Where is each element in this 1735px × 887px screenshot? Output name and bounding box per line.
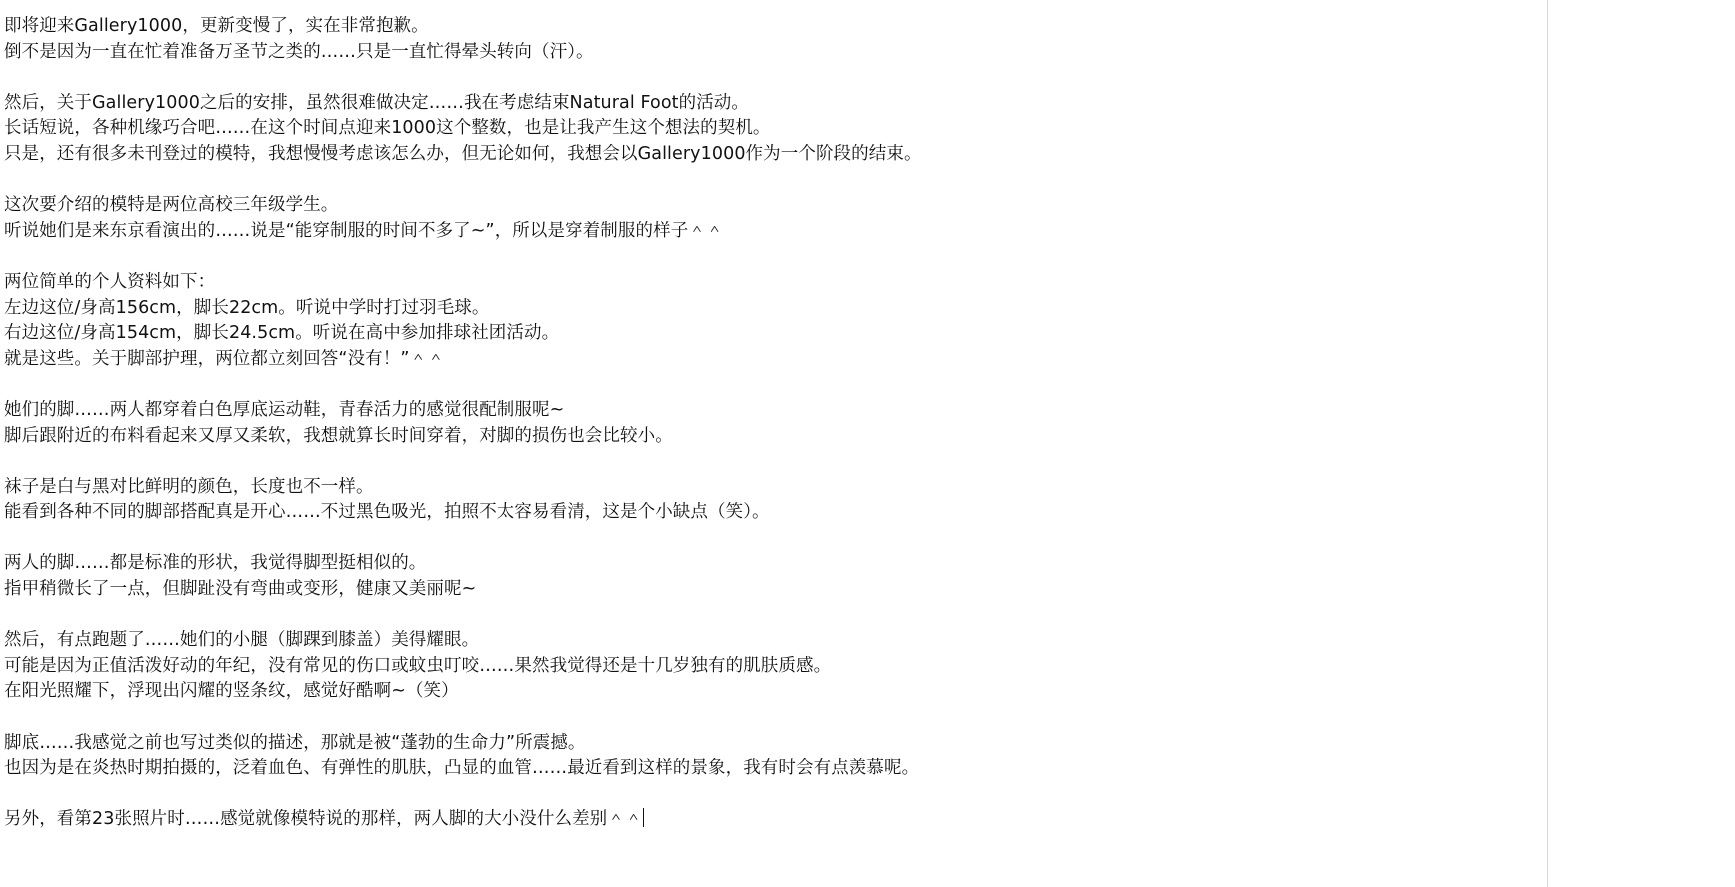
text-line: 然后，有点跑题了……她们的小腿（脚踝到膝盖）美得耀眼。 bbox=[4, 630, 480, 651]
text-line: 脚后跟附近的布料看起来又厚又柔软，我想就算长时间穿着，对脚的损伤也会比较小。 bbox=[4, 425, 673, 446]
text-line: 右边这位/身高154cm，脚长24.5cm。听说在高中参加排球社团活动。 bbox=[4, 323, 560, 344]
text-line: 然后，关于Gallery1000之后的安排，虽然很难做决定……我在考虑结束Natural Foot的活动。 bbox=[4, 92, 749, 113]
text-line-with-caret bbox=[4, 807, 1547, 833]
text-line: 只是，还有很多未刊登过的模特，我想慢慢考虑该怎么办，但无论如何，我想会以Gallery1000作为一个阶段的结束。 bbox=[4, 143, 922, 164]
blank-line bbox=[4, 782, 1547, 808]
text-line: 长话短说，各种机缘巧合吧……在这个时间点迎来1000这个整数，也是让我产生这个想法的契机。 bbox=[4, 118, 771, 139]
text-line: 脚底……我感觉之前也写过类似的描述，那就是被“蓬勃的生命力”所震撼。 bbox=[4, 732, 586, 753]
text-line: 能看到各种不同的脚部搭配真是开心……不过黑色吸光，拍照不太容易看清，这是个小缺点（笑）。 bbox=[4, 502, 770, 523]
document-lines bbox=[4, 14, 1547, 833]
text-line: 就是这些。关于脚部护理，两位都立刻回答“没有！”＾＾ bbox=[4, 348, 445, 369]
blank-line bbox=[4, 603, 1547, 629]
blank-line bbox=[4, 65, 1547, 91]
text-line: 即将迎来Gallery1000，更新变慢了，实在非常抱歉。 bbox=[4, 16, 429, 36]
text-line: 这次要介绍的模特是两位高校三年级学生。 bbox=[4, 195, 339, 216]
text-line: 也因为是在炎热时期拍摄的，泛着血色、有弹性的肌肤，凸显的血管……最近看到这样的景象，我有时会有点羡慕呢。 bbox=[4, 758, 920, 779]
text-line: 两位简单的个人资料如下： bbox=[4, 271, 216, 292]
blank-line bbox=[4, 449, 1547, 475]
right-margin bbox=[1549, 0, 1735, 887]
text-line: 听说她们是来东京看演出的……说是“能穿制服的时间不多了~”，所以是穿着制服的样子＾＾ bbox=[4, 220, 724, 241]
text-line: 倒不是因为一直在忙着准备万圣节之类的……只是一直忙得晕头转向（汗）。 bbox=[4, 41, 594, 62]
text-line: 两人的脚……都是标准的形状，我觉得脚型挺相似的。 bbox=[4, 553, 427, 574]
text-line: 左边这位/身高156cm，脚长22cm。听说中学时打过羽毛球。 bbox=[4, 297, 490, 318]
blank-line bbox=[4, 526, 1547, 552]
text-line: 指甲稍微长了一点，但脚趾没有弯曲或变形，健康又美丽呢~ bbox=[4, 579, 477, 600]
blank-line bbox=[4, 168, 1547, 194]
text-line: 袜子是白与黑对比鲜明的颜色，长度也不一样。 bbox=[4, 476, 374, 497]
blank-line bbox=[4, 244, 1547, 270]
text-line: 可能是因为正值活泼好动的年纪，没有常见的伤口或蚊虫叮咬……果然我觉得还是十几岁独有的肌肤质感。 bbox=[4, 655, 832, 676]
blank-line bbox=[4, 372, 1547, 398]
blank-line bbox=[4, 705, 1547, 731]
text-line: 在阳光照耀下，浮现出闪耀的竖条纹，感觉好酷啊~（笑） bbox=[4, 681, 459, 702]
text-line: 她们的脚……两人都穿着白色厚底运动鞋，青春活力的感觉很配制服呢~ bbox=[4, 399, 565, 420]
text-cursor bbox=[643, 808, 644, 827]
text-line: 另外，看第23张照片时……感觉就像模特说的那样，两人脚的大小没什么差别＾＾ bbox=[4, 809, 643, 830]
